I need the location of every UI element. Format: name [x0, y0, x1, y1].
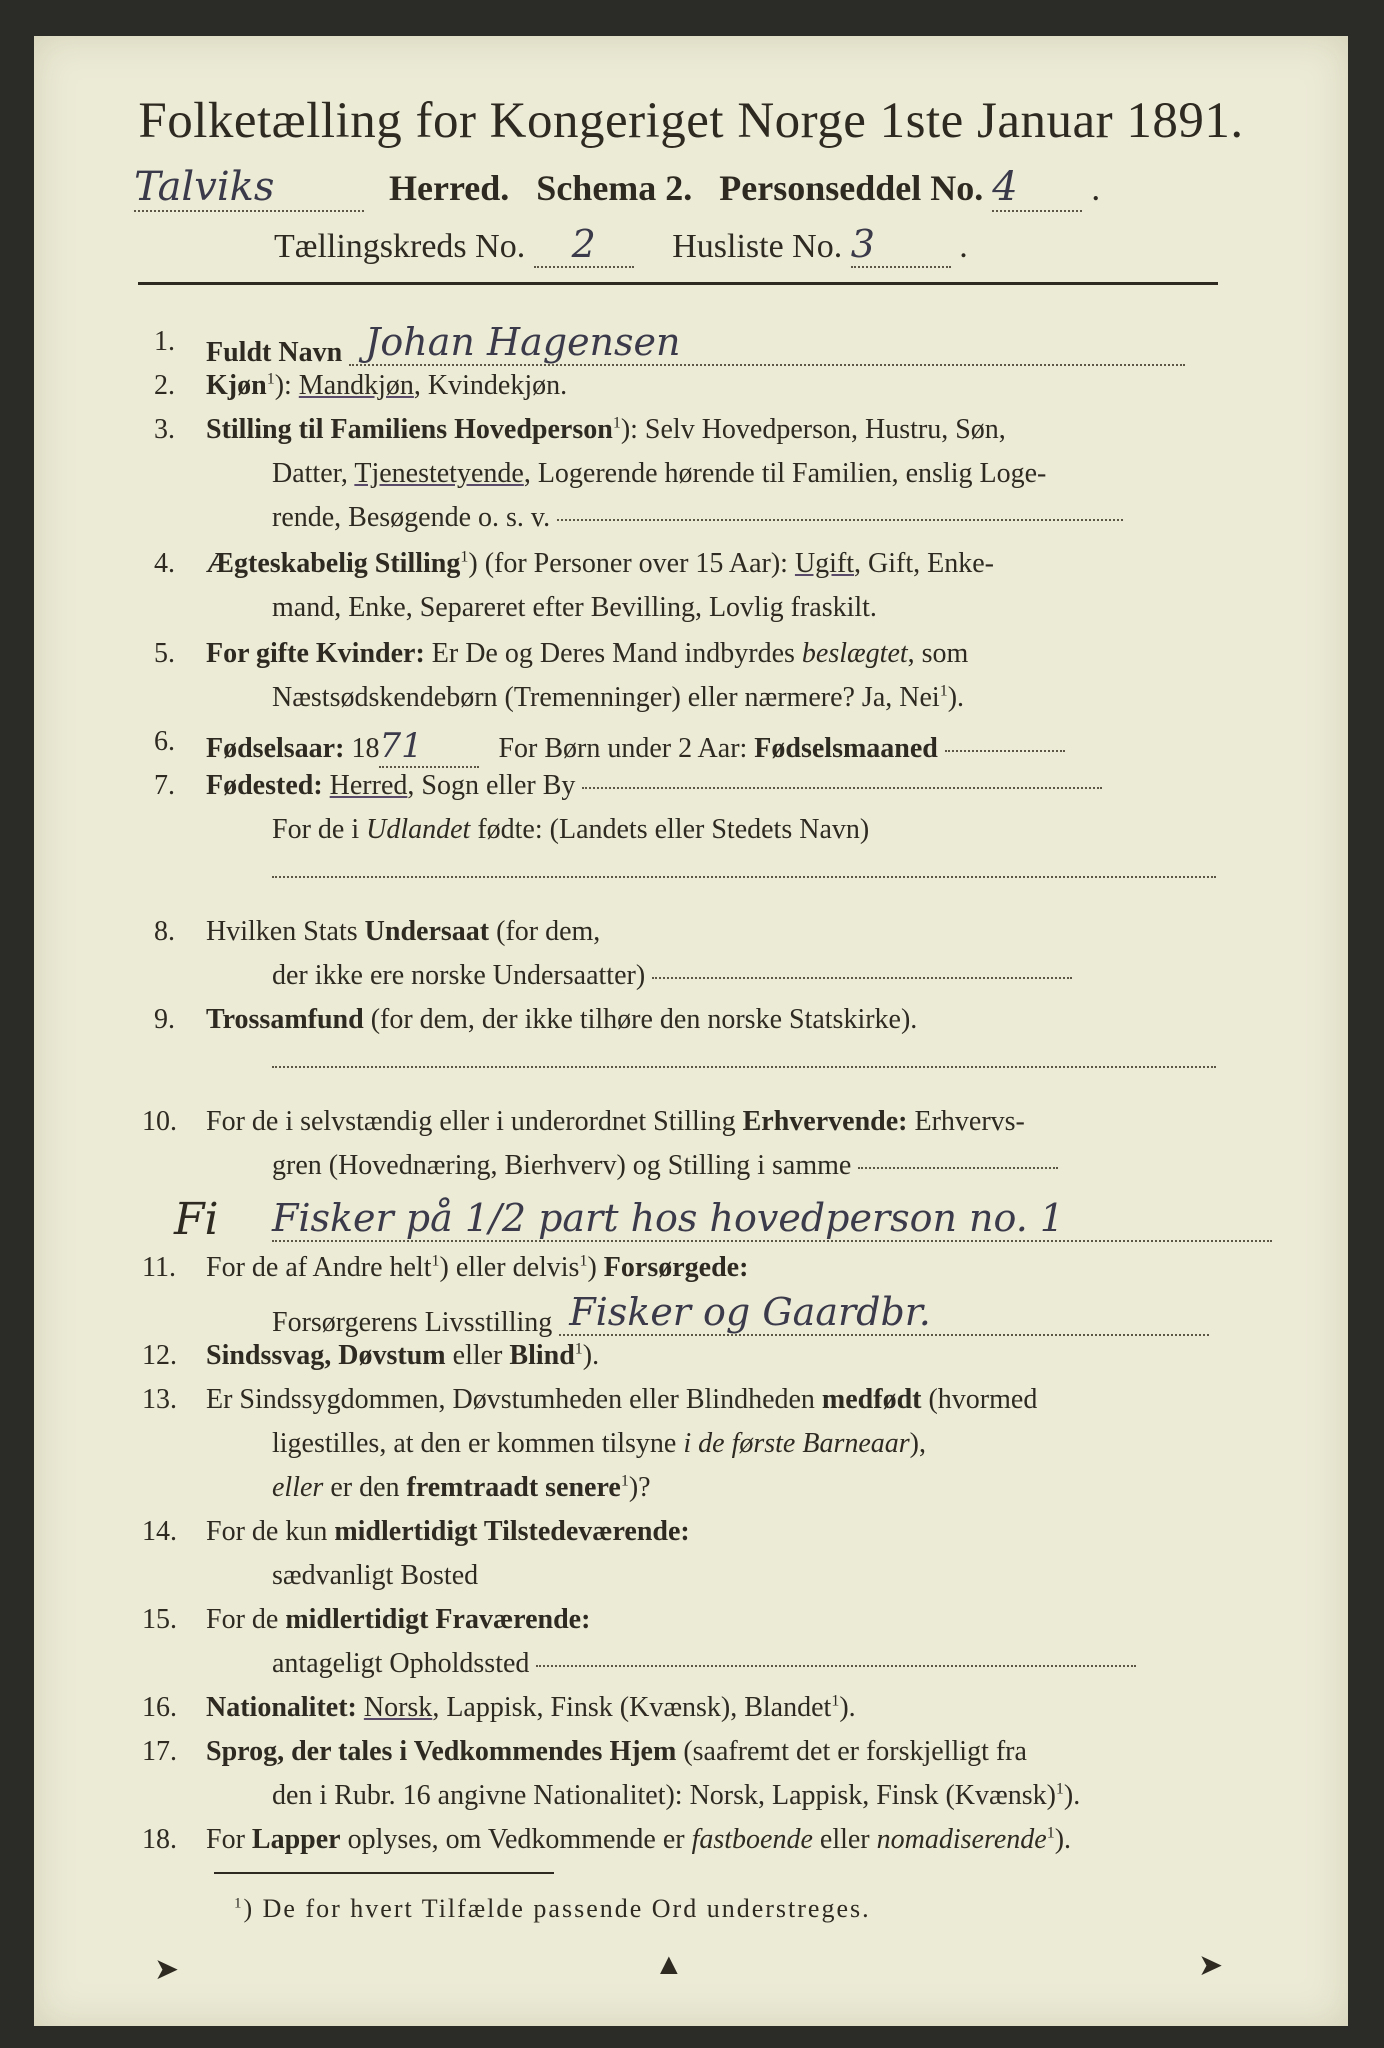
- item-6-year-handwritten: 71: [379, 726, 479, 768]
- item-18-bold: Lapper: [251, 1824, 341, 1855]
- item-10-line2: gren (Hovednæring, Bierhverv) og Stilling i samme: [272, 1150, 852, 1181]
- item-4-option-ugift: Ugift: [794, 548, 855, 579]
- item-11-number: 11.: [142, 1252, 176, 1283]
- item-5-number: 5.: [154, 638, 175, 669]
- item-8-number: 8.: [154, 916, 175, 947]
- item-2-text-b: , Kvindekjøn.: [413, 370, 568, 401]
- item-15-line-1: [206, 1604, 590, 1636]
- item-5-line1-b: , som: [907, 638, 969, 669]
- item-13-line-3: [272, 1472, 651, 1504]
- item-11-bold: Forsørgede:: [603, 1252, 749, 1283]
- footnote: [234, 1894, 871, 1924]
- item-13-line-2: [272, 1428, 926, 1460]
- item-13-line1-a: Er Sindssygdommen, Døvstumheden eller Blindheden: [206, 1384, 822, 1415]
- item-5-line-2: [272, 682, 964, 714]
- item-8-dotted-fill: [652, 977, 1072, 979]
- item-15-line2: antageligt Opholdssted: [272, 1648, 530, 1679]
- item-17-line2-end: ).: [1063, 1780, 1081, 1811]
- item-10-bold: Erhvervende:: [742, 1106, 908, 1137]
- item-5-line2-end: ).: [947, 682, 965, 713]
- item-7-line-1: [206, 770, 1102, 802]
- item-10-dotted-fill: [858, 1167, 1058, 1169]
- item-8-line1-a: Hvilken Stats: [206, 916, 365, 947]
- item-18-italic-2: nomadiserende: [876, 1824, 1047, 1855]
- item-4-line1-b: , Gift, Enke-: [854, 548, 995, 579]
- footnote-rule: [214, 1872, 554, 1874]
- item-13-line-1: [206, 1384, 1037, 1416]
- item-9-number: 9.: [154, 1004, 175, 1035]
- item-3-line2-a: Datter,: [272, 458, 355, 489]
- item-4-sup: 1: [460, 548, 469, 566]
- item-7-line2-italic: Udlandet: [366, 814, 471, 845]
- item-6-dotted-fill: [945, 750, 1065, 752]
- item-6: [206, 726, 1065, 768]
- item-11-provider-value: Fisker og Gaardbr.: [559, 1290, 1209, 1336]
- item-5-line1-a: Er De og Deres Mand indbyrdes: [431, 638, 802, 669]
- item-11-line1-b: ) eller delvis: [439, 1252, 580, 1283]
- item-4-label: Ægteskabelig Stilling: [206, 548, 461, 579]
- item-10-margin-mark: Fi: [174, 1194, 219, 1245]
- item-2-text-a: ):: [274, 370, 299, 401]
- item-17-line1: (saafremt det er forskjelligt fra: [676, 1736, 1027, 1767]
- item-14-line1-a: For de kun: [206, 1516, 335, 1547]
- item-14-number: 14.: [142, 1516, 177, 1547]
- item-17-line2: den i Rubr. 16 angivne Nationalitet): Norsk, Lappisk, Finsk (Kvænsk): [272, 1780, 1056, 1811]
- item-9-label: Trossamfund: [206, 1004, 364, 1035]
- item-17-label: Sprog, der tales i Vedkommendes Hjem: [206, 1736, 677, 1767]
- item-7-line2-b: fødte: (Landets eller Stedets Navn): [470, 814, 870, 845]
- item-1: [206, 320, 1185, 372]
- item-15-line1-a: For de: [206, 1604, 286, 1635]
- footnote-sup: 1: [234, 1895, 244, 1912]
- item-7-number: 7.: [154, 770, 175, 801]
- item-12: [206, 1340, 599, 1372]
- herred-label: Herred.: [389, 168, 510, 208]
- item-8-bold: Undersaat: [364, 916, 490, 947]
- item-10-line1-a: For de i selvstændig eller i underordnet Stilling: [206, 1106, 743, 1137]
- item-9: [206, 1004, 917, 1036]
- item-15-dotted-fill: [536, 1665, 1136, 1667]
- item-7-option-herred: Herred: [329, 770, 408, 801]
- item-8-line-2: [272, 960, 1072, 992]
- item-18-line1-c: eller: [812, 1824, 877, 1855]
- item-16-end: ).: [839, 1692, 856, 1723]
- item-10-line1-b: Erhvervs-: [907, 1106, 1025, 1137]
- item-16-text: , Lappisk, Finsk (Kvænsk), Blandet: [432, 1692, 832, 1723]
- item-11-sup-2: 1: [579, 1252, 588, 1270]
- item-11-line1-c: ): [587, 1252, 604, 1283]
- header-rule: [138, 282, 1218, 285]
- item-18-end: ).: [1054, 1824, 1072, 1855]
- footnote-text: ) De for hvert Tilfælde passende Ord understreges.: [243, 1894, 871, 1923]
- item-10-occupation-value: Fisker på 1/2 part hos hovedperson no. 1: [272, 1196, 1272, 1242]
- item-12-number: 12.: [142, 1340, 177, 1371]
- item-13-bold: medfødt: [821, 1384, 922, 1415]
- personseddel-number: 4: [992, 164, 1082, 212]
- item-3-line-2: [272, 458, 1046, 490]
- item-7-dotted-fill: [582, 787, 1102, 789]
- item-6-label-2: Fødselsmaaned: [754, 733, 938, 764]
- item-17-sup: 1: [1055, 1780, 1064, 1798]
- item-15-bold: midlertidigt Fraværende:: [285, 1604, 591, 1635]
- item-18-italic-1: fastboende: [691, 1824, 813, 1855]
- item-4-line-1: [206, 548, 994, 580]
- item-2-label: Kjøn: [206, 370, 267, 401]
- form-title: Folketælling for Kongeriget Norge 1ste Januar 1891.: [138, 93, 1244, 149]
- item-12-sup: 1: [574, 1340, 583, 1358]
- corner-mark-right: ➤: [1198, 1949, 1224, 1982]
- item-10-number: 10.: [142, 1106, 177, 1137]
- item-7-line-2: [272, 814, 869, 846]
- item-3-line2-b: , Logerende hørende til Familien, enslig Loge-: [523, 458, 1047, 489]
- item-10-line-1: [206, 1106, 1025, 1138]
- item-13-line2-b: ),: [909, 1428, 926, 1459]
- item-13-line2-italic: i de første Barneaar: [683, 1428, 910, 1459]
- item-9-text: (for dem, der ikke tilhøre den norske Statskirke).: [363, 1004, 918, 1035]
- kreds-line: [274, 222, 968, 268]
- item-6-text: For Børn under 2 Aar:: [498, 733, 748, 764]
- item-3-line1: ): Selv Hovedperson, Hustru, Søn,: [620, 414, 1006, 445]
- item-3-line-3: [272, 502, 1123, 534]
- item-2: [206, 370, 567, 402]
- husliste-number: 3: [851, 222, 951, 268]
- item-6-label: Fødselsaar:: [206, 733, 345, 764]
- item-13-line3-end: )?: [628, 1472, 651, 1503]
- schema-label: Schema 2.: [536, 168, 693, 208]
- item-3-sup: 1: [612, 414, 621, 432]
- item-8-line2: der ikke ere norske Undersaatter): [272, 960, 646, 991]
- item-1-name-value: Johan Hagensen: [349, 320, 1185, 366]
- item-7-line2-a: For de i: [272, 814, 367, 845]
- item-13-line2-a: ligestilles, at den er kommen tilsyne: [272, 1428, 684, 1459]
- item-3-number: 3.: [154, 414, 175, 445]
- item-5-label: For gifte Kvinder:: [206, 638, 425, 669]
- item-4-line1-a: ) (for Personer over 15 Aar):: [468, 548, 795, 579]
- item-13-line3-a: er den: [323, 1472, 407, 1503]
- item-2-number: 2.: [154, 370, 175, 401]
- corner-mark-left: ➤: [154, 1953, 180, 1986]
- item-11-sup-1: 1: [431, 1252, 440, 1270]
- item-7-blank-line: [272, 876, 1216, 878]
- item-14-line2: sædvanligt Bosted: [272, 1560, 479, 1591]
- item-9-blank-line: [272, 1066, 1216, 1068]
- item-16-sup: 1: [831, 1692, 840, 1710]
- item-3-dotted-fill: [557, 519, 1123, 521]
- item-18-sup: 1: [1046, 1824, 1055, 1842]
- item-5-line1-italic: beslægtet: [801, 638, 908, 669]
- item-2-option-mandkjon: Mandkjøn: [298, 370, 414, 401]
- item-6-number: 6.: [154, 726, 175, 757]
- item-12-end: ).: [582, 1340, 600, 1371]
- husliste-label: Husliste No.: [672, 228, 843, 265]
- item-15-number: 15.: [142, 1604, 177, 1635]
- item-16-label: Nationalitet:: [206, 1692, 357, 1723]
- item-12-text: eller: [445, 1340, 510, 1371]
- item-8-line1-b: (for dem,: [489, 916, 601, 947]
- item-13-line3-italic: eller: [272, 1472, 324, 1503]
- item-14-line-1: [206, 1516, 690, 1548]
- kreds-line-end: .: [959, 228, 968, 265]
- item-16-option-norsk: Norsk: [363, 1692, 433, 1723]
- item-5-line2: Næstsødskendebørn (Tremenninger) eller nærmere? Ja, Nei: [272, 682, 940, 713]
- item-7-text: , Sogn eller By: [407, 770, 576, 801]
- item-11-line-2: [272, 1290, 1209, 1342]
- item-13-line1-b: (hvormed: [921, 1384, 1038, 1415]
- item-10-line-2: [272, 1150, 1058, 1182]
- item-2-sup: 1: [266, 370, 275, 388]
- item-17-line-1: [206, 1736, 1027, 1768]
- item-11-line1-a: For de af Andre helt: [206, 1252, 432, 1283]
- item-4-line-2: mand, Enke, Separeret efter Bevilling, Lovlig fraskilt.: [272, 592, 877, 623]
- center-mark: ▲: [654, 1948, 684, 1981]
- item-5-line-1: [206, 638, 968, 670]
- item-1-number: 1.: [154, 326, 175, 357]
- item-18-line1-b: oplyses, om Vedkommende er: [340, 1824, 692, 1855]
- item-12-label: Sindssvag, Døvstum: [206, 1340, 446, 1371]
- kreds-label: Tællingskreds No.: [274, 228, 526, 265]
- item-13-line3-bold: fremtraadt senere: [406, 1472, 621, 1503]
- item-18-line1-a: For: [206, 1824, 252, 1855]
- herred-handwritten: Talviks: [134, 164, 364, 212]
- herred-line: [134, 164, 1100, 212]
- item-5-sup: 1: [939, 682, 948, 700]
- personseddel-label: Personseddel No.: [719, 168, 984, 208]
- item-6-year-prefix: 18: [351, 733, 380, 764]
- kreds-number: 2: [534, 222, 634, 268]
- item-4-number: 4.: [154, 548, 175, 579]
- item-13-sup: 1: [620, 1472, 629, 1490]
- item-14-line-2: [272, 1560, 478, 1592]
- item-11-line2: Forsørgerens Livsstilling: [272, 1307, 553, 1338]
- item-3-option-tjenestetyende: Tjenestetyende: [354, 458, 524, 489]
- item-3-line-1: [206, 414, 1006, 446]
- herred-line-end: .: [1091, 168, 1101, 208]
- census-form-sheet: [34, 36, 1348, 2026]
- item-17-line-2: [272, 1780, 1080, 1812]
- item-13-number: 13.: [142, 1384, 177, 1415]
- item-11-line-1: [206, 1252, 748, 1284]
- item-16-number: 16.: [142, 1692, 177, 1723]
- item-16: [206, 1692, 856, 1724]
- item-17-number: 17.: [142, 1736, 177, 1767]
- item-1-label: Fuldt Navn: [206, 337, 343, 368]
- item-15-line-2: [272, 1648, 1136, 1680]
- item-12-label-2: Blind: [509, 1340, 575, 1371]
- item-3-line3: rende, Besøgende o. s. v.: [272, 502, 551, 533]
- item-3-label: Stilling til Familiens Hovedperson: [206, 414, 613, 445]
- item-7-label: Fødested:: [206, 770, 323, 801]
- item-14-bold: midlertidigt Tilstedeværende:: [334, 1516, 690, 1547]
- item-18-number: 18.: [142, 1824, 177, 1855]
- item-18: [206, 1824, 1071, 1856]
- item-8-line-1: [206, 916, 600, 948]
